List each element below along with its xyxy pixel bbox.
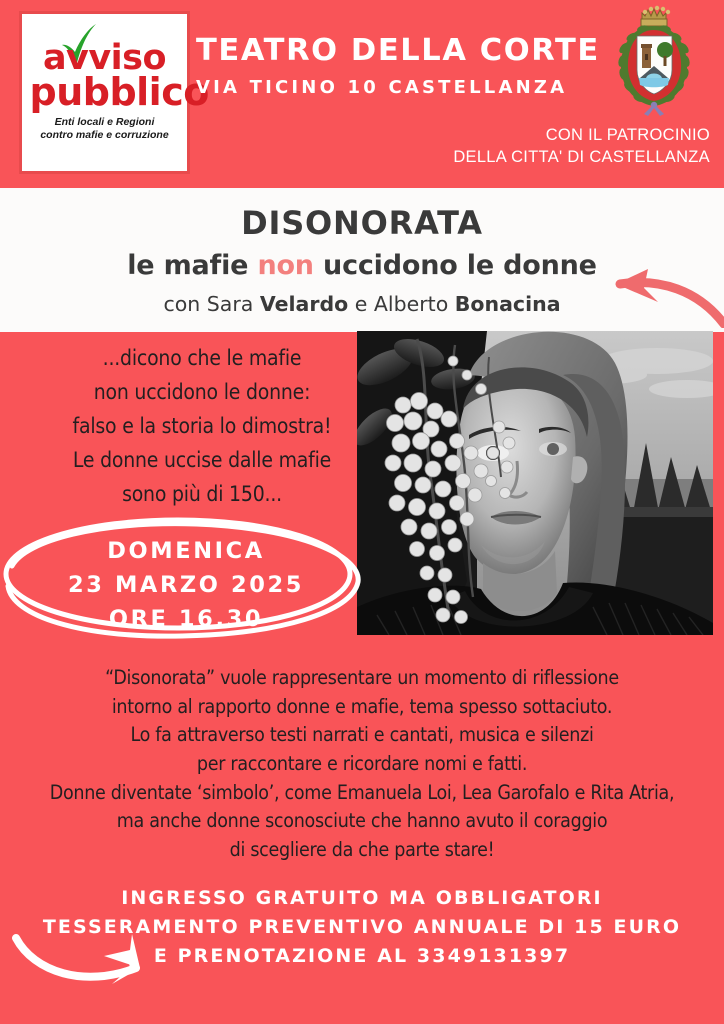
subtitle-part-before: le mafie bbox=[127, 250, 258, 281]
event-date: 23 MARZO 2025 bbox=[68, 572, 304, 599]
performer-photo bbox=[357, 331, 713, 635]
footer-line-3: E PRENOTAZIONE AL 3349131397 bbox=[153, 944, 571, 967]
cast-name-bonacina: Bonacina bbox=[454, 292, 561, 316]
venue-name: TEATRO DELLA CORTE bbox=[196, 33, 600, 68]
venue-address: VIA TICINO 10 CASTELLANZA bbox=[196, 76, 568, 98]
intro-line-4: Le donne uccise dalle mafie bbox=[72, 448, 332, 473]
intro-line-5: sono più di 150... bbox=[122, 482, 282, 507]
body-line-1: “Disonorata” vuole rappresentare un momento di riflessione bbox=[105, 666, 619, 689]
body-description bbox=[24, 664, 700, 865]
body-line-2: intorno al rapporto donne e mafie, tema spesso sottaciuto. bbox=[111, 694, 613, 718]
intro-line-1: ...dicono che le mafie bbox=[102, 346, 302, 370]
body-line-4: per raccontare e ricordare nomi e fatti. bbox=[196, 751, 528, 775]
event-date-lines bbox=[0, 534, 372, 637]
intro-line-2: non uccidono le donne: bbox=[93, 380, 311, 405]
logo-tagline-line1: Enti locali e Regioni bbox=[54, 116, 155, 129]
logo-word-avviso: avviso bbox=[42, 37, 167, 78]
intro-line-3: falso e la storia lo dimostra! bbox=[72, 414, 332, 439]
logo-tagline-line2: contro mafie e corruzione bbox=[40, 129, 169, 142]
cast-middle: e Alberto bbox=[348, 292, 455, 316]
footer-line-1: INGRESSO GRATUITO MA OBBLIGATORI bbox=[121, 887, 603, 909]
intro-text bbox=[52, 341, 352, 511]
event-date-block bbox=[0, 512, 372, 642]
avviso-pubblico-logo bbox=[19, 11, 209, 174]
body-line-5: Donne diventate ‘simbolo’, come Emanuela Loi, Lea Garofalo e Rita Atria, bbox=[49, 780, 675, 804]
footer-line-2: TESSERAMENTO PREVENTIVO ANNUALE DI 15 EURO bbox=[42, 915, 682, 938]
event-time: ORE 16.30 bbox=[108, 606, 264, 633]
body-line-3: Lo fa attraverso testi narrati e cantati, musica e silenzi bbox=[130, 723, 594, 747]
patronage-block bbox=[400, 124, 710, 169]
subtitle-highlight: non bbox=[257, 250, 314, 281]
subtitle-part-after: uccidono le donne bbox=[313, 250, 597, 281]
patronage-line2: DELLA CITTA' DI CASTELLANZA bbox=[453, 148, 710, 167]
arrow-left-icon bbox=[586, 266, 724, 328]
body-line-6: ma anche donne sconosciute che hanno avuto il coraggio bbox=[116, 809, 608, 833]
logo-inner bbox=[29, 37, 209, 143]
poster-header bbox=[0, 0, 724, 188]
venue-block bbox=[196, 33, 600, 98]
cast-prefix: con Sara bbox=[163, 292, 260, 316]
patronage-line1: CON IL PATROCINIO bbox=[545, 126, 710, 144]
arrow-right-icon bbox=[8, 928, 198, 998]
cast-name-velardo: Velardo bbox=[259, 292, 349, 316]
city-crest-icon bbox=[612, 4, 700, 116]
body-line-7: di scegliere da che parte stare! bbox=[229, 837, 495, 861]
event-day: DOMENICA bbox=[107, 538, 265, 564]
logo-word-pubblico: pubblico bbox=[29, 70, 209, 115]
show-title: DISONORATA bbox=[241, 204, 483, 242]
photo-artwork bbox=[357, 331, 713, 635]
logo-tagline bbox=[30, 116, 180, 142]
